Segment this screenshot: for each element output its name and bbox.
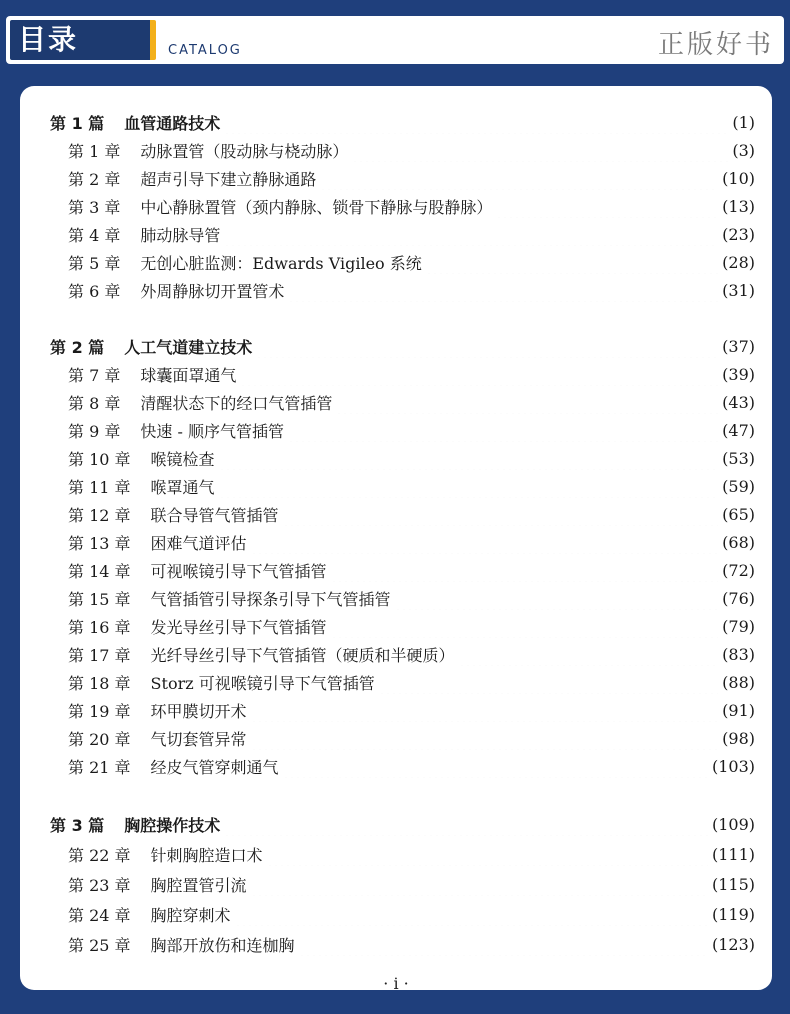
dot-leader bbox=[283, 502, 719, 526]
chapter-title: 外周静脉切开置管术 bbox=[140, 281, 285, 301]
chapter-title: Storz 可视喉镜引导下气管插管 bbox=[150, 673, 375, 693]
page-ref: (88) bbox=[722, 672, 755, 692]
page-ref: (123) bbox=[711, 934, 755, 954]
toc-chapter-entry[interactable] bbox=[68, 278, 755, 302]
dot-leader bbox=[224, 812, 708, 836]
page-ref: (39) bbox=[722, 364, 755, 384]
dot-leader bbox=[251, 530, 719, 554]
toc-chapter-entry[interactable] bbox=[68, 586, 755, 610]
toc-chapter-entry[interactable] bbox=[68, 902, 755, 926]
dot-leader bbox=[395, 586, 719, 610]
dot-leader bbox=[224, 222, 718, 246]
dot-leader bbox=[283, 754, 708, 778]
toc-chapter-entry[interactable] bbox=[68, 726, 755, 750]
part-number: 第 1 篇 bbox=[50, 113, 105, 133]
page-ref: (119) bbox=[711, 904, 755, 924]
chapter-number: 第 21 章 bbox=[68, 757, 131, 777]
header-bar bbox=[6, 16, 784, 64]
chapter-title: 胸腔置管引流 bbox=[150, 875, 247, 895]
brand-label: 正版好书 bbox=[657, 30, 774, 60]
chapter-number: 第 12 章 bbox=[68, 505, 131, 525]
dot-leader bbox=[331, 614, 719, 638]
chapter-title: 胸部开放伤和连枷胸 bbox=[150, 935, 295, 955]
chapter-number: 第 3 章 bbox=[68, 197, 121, 217]
toc-part-entry[interactable] bbox=[50, 110, 755, 134]
dot-leader bbox=[224, 110, 728, 134]
dot-leader bbox=[379, 670, 718, 694]
dot-leader bbox=[251, 698, 719, 722]
chapter-number: 第 13 章 bbox=[68, 533, 131, 553]
toc-chapter-entry[interactable] bbox=[68, 872, 755, 896]
toc-part-entry[interactable] bbox=[50, 334, 755, 358]
page-ref: (13) bbox=[722, 196, 755, 216]
page-ref: (68) bbox=[722, 532, 755, 552]
toc-list bbox=[20, 86, 772, 990]
chapter-title: 球囊面罩通气 bbox=[140, 365, 237, 385]
chapter-title: 肺动脉导管 bbox=[140, 225, 221, 245]
page-ref: (10) bbox=[722, 168, 755, 188]
page-ref: (47) bbox=[722, 420, 755, 440]
chapter-title: 无创心脏监测：Edwards Vigileo 系统 bbox=[140, 253, 422, 273]
page-ref: (3) bbox=[732, 140, 755, 160]
chapter-title: 联合导管气管插管 bbox=[150, 505, 279, 525]
toc-chapter-entry[interactable] bbox=[68, 642, 755, 666]
part-title: 血管通路技术 bbox=[124, 113, 221, 133]
page-ref: (43) bbox=[722, 392, 755, 412]
page-ref: (109) bbox=[711, 814, 755, 834]
chapter-title: 气切套管异常 bbox=[150, 729, 247, 749]
chapter-title: 气管插管引导探条引导下气管插管 bbox=[150, 589, 391, 609]
page-ref: (115) bbox=[711, 874, 755, 894]
dot-leader bbox=[336, 390, 718, 414]
dot-leader bbox=[288, 418, 718, 442]
chapter-title: 超声引导下建立静脉通路 bbox=[140, 169, 317, 189]
dot-leader bbox=[459, 642, 719, 666]
page-ref: (37) bbox=[722, 336, 755, 356]
toc-chapter-entry[interactable] bbox=[68, 250, 755, 274]
part-number: 第 2 篇 bbox=[50, 337, 105, 357]
part-title: 人工气道建立技术 bbox=[124, 337, 253, 357]
part-number: 第 3 篇 bbox=[50, 815, 105, 835]
page-number: · i · bbox=[383, 974, 409, 993]
toc-chapter-entry[interactable] bbox=[68, 670, 755, 694]
page-ref: (65) bbox=[722, 504, 755, 524]
chapter-title: 喉罩通气 bbox=[150, 477, 215, 497]
chapter-number: 第 6 章 bbox=[68, 281, 121, 301]
chapter-title: 胸腔穿刺术 bbox=[150, 905, 231, 925]
dot-leader bbox=[426, 250, 718, 274]
toc-chapter-entry[interactable] bbox=[68, 474, 755, 498]
chapter-number: 第 17 章 bbox=[68, 645, 131, 665]
chapter-title: 喉镜检查 bbox=[150, 449, 215, 469]
chapter-number: 第 5 章 bbox=[68, 253, 121, 273]
toc-chapter-entry[interactable] bbox=[68, 558, 755, 582]
chapter-title: 动脉置管（股动脉与桡动脉） bbox=[140, 141, 349, 161]
page-ref: (103) bbox=[711, 756, 755, 776]
toc-chapter-entry[interactable] bbox=[68, 502, 755, 526]
catalog-label: CATALOG bbox=[168, 43, 242, 58]
dot-leader bbox=[288, 278, 718, 302]
chapter-number: 第 2 章 bbox=[68, 169, 121, 189]
toc-chapter-entry[interactable] bbox=[68, 194, 755, 218]
chapter-number: 第 23 章 bbox=[68, 875, 131, 895]
dot-leader bbox=[496, 194, 718, 218]
chapter-title: 针刺胸腔造口术 bbox=[150, 845, 263, 865]
chapter-number: 第 11 章 bbox=[68, 477, 131, 497]
page-ref: (28) bbox=[722, 252, 755, 272]
page-ref: (72) bbox=[722, 560, 755, 580]
chapter-number: 第 8 章 bbox=[68, 393, 121, 413]
chapter-title: 快速 - 顺序气管插管 bbox=[140, 421, 284, 441]
page-ref: (79) bbox=[722, 616, 755, 636]
chapter-number: 第 24 章 bbox=[68, 905, 131, 925]
toc-chapter-entry[interactable] bbox=[68, 614, 755, 638]
chapter-number: 第 7 章 bbox=[68, 365, 121, 385]
chapter-title: 发光导丝引导下气管插管 bbox=[150, 617, 327, 637]
toc-chapter-entry[interactable] bbox=[68, 166, 755, 190]
dot-leader bbox=[235, 902, 708, 926]
toc-chapter-entry[interactable] bbox=[68, 138, 755, 162]
page-ref: (98) bbox=[722, 728, 755, 748]
page-ref: (59) bbox=[722, 476, 755, 496]
chapter-number: 第 25 章 bbox=[68, 935, 131, 955]
chapter-number: 第 15 章 bbox=[68, 589, 131, 609]
dot-leader bbox=[331, 558, 719, 582]
page-ref: (1) bbox=[732, 112, 755, 132]
toc-chapter-entry[interactable] bbox=[68, 530, 755, 554]
part-title: 胸腔操作技术 bbox=[124, 815, 221, 835]
chapter-title: 环甲膜切开术 bbox=[150, 701, 247, 721]
chapter-number: 第 22 章 bbox=[68, 845, 131, 865]
dot-leader bbox=[299, 932, 708, 956]
dot-leader bbox=[240, 362, 718, 386]
page-ref: (53) bbox=[722, 448, 755, 468]
dot-leader bbox=[251, 872, 708, 896]
page-ref: (111) bbox=[711, 844, 755, 864]
chapter-number: 第 14 章 bbox=[68, 561, 131, 581]
page-ref: (31) bbox=[722, 280, 755, 300]
chapter-number: 第 20 章 bbox=[68, 729, 131, 749]
toc-chapter-entry[interactable] bbox=[68, 932, 755, 956]
chapter-title: 困难气道评估 bbox=[150, 533, 247, 553]
dot-leader bbox=[251, 726, 719, 750]
dot-leader bbox=[320, 166, 718, 190]
toc-heading: 目录 bbox=[10, 20, 156, 60]
toc-chapter-entry[interactable] bbox=[68, 842, 755, 866]
dot-leader bbox=[352, 138, 728, 162]
chapter-title: 中心静脉置管（颈内静脉、锁骨下静脉与股静脉） bbox=[140, 197, 493, 217]
toc-chapter-entry[interactable] bbox=[68, 362, 755, 386]
toc-chapter-entry[interactable] bbox=[68, 418, 755, 442]
chapter-number: 第 16 章 bbox=[68, 617, 131, 637]
toc-chapter-entry[interactable] bbox=[68, 390, 755, 414]
chapter-number: 第 19 章 bbox=[68, 701, 131, 721]
chapter-number: 第 10 章 bbox=[68, 449, 131, 469]
page-ref: (91) bbox=[722, 700, 755, 720]
toc-page bbox=[20, 86, 772, 993]
page-ref: (23) bbox=[722, 224, 755, 244]
toc-chapter-entry[interactable] bbox=[68, 446, 755, 470]
page-ref: (76) bbox=[722, 588, 755, 608]
chapter-title: 光纤导丝引导下气管插管（硬质和半硬质） bbox=[150, 645, 455, 665]
dot-leader bbox=[219, 474, 719, 498]
chapter-title: 经皮气管穿刺通气 bbox=[150, 757, 279, 777]
chapter-number: 第 9 章 bbox=[68, 421, 121, 441]
toc-part-entry[interactable] bbox=[50, 812, 755, 836]
dot-leader bbox=[219, 446, 719, 470]
chapter-number: 第 1 章 bbox=[68, 141, 121, 161]
chapter-title: 可视喉镜引导下气管插管 bbox=[150, 561, 327, 581]
toc-chapter-entry[interactable] bbox=[68, 222, 755, 246]
chapter-number: 第 4 章 bbox=[68, 225, 121, 245]
toc-chapter-entry[interactable] bbox=[68, 698, 755, 722]
toc-chapter-entry[interactable] bbox=[68, 754, 755, 778]
dot-leader bbox=[256, 334, 718, 358]
chapter-title: 清醒状态下的经口气管插管 bbox=[140, 393, 333, 413]
page-ref: (83) bbox=[722, 644, 755, 664]
dot-leader bbox=[267, 842, 708, 866]
chapter-number: 第 18 章 bbox=[68, 673, 131, 693]
